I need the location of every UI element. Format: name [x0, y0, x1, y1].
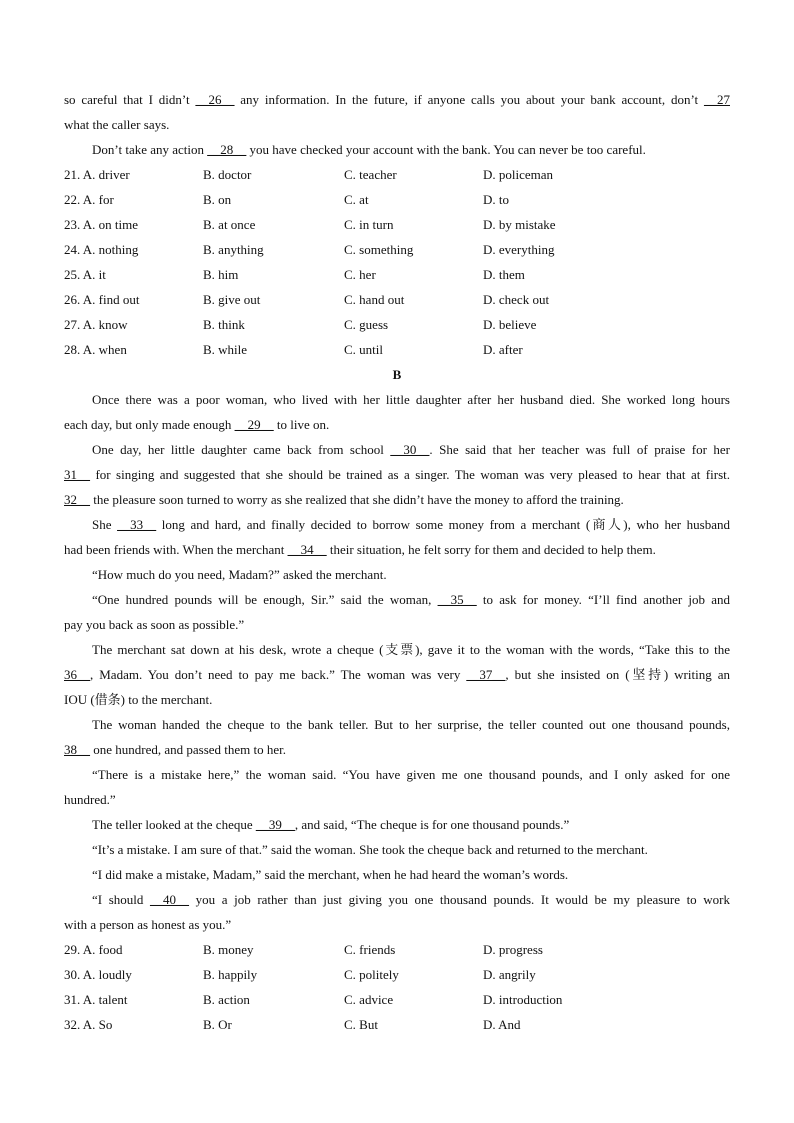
- text-run: One day, her little daughter came back from school: [92, 442, 391, 457]
- passage-b-line: [64, 737, 730, 762]
- option-b[interactable]: B. think: [203, 317, 245, 332]
- option-row-22: [64, 187, 730, 212]
- text-run: for singing and suggested that she should be trained as a singer. The woman was very pleased to hear that at first.: [90, 467, 730, 482]
- text-run: so careful that I didn’t: [64, 92, 196, 107]
- option-a[interactable]: 26. A. find out: [64, 292, 140, 307]
- text-run: you a job rather than just giving you one thousand pounds. It would be my pleasure to work: [189, 892, 730, 907]
- text-run: , but she insisted on (坚持) writing an: [505, 667, 730, 682]
- text-run: you have checked your account with the bank. You can never be too careful.: [246, 142, 646, 157]
- option-row-32: [64, 1012, 730, 1037]
- passage-b-line: pay you back as soon as possible.”: [64, 617, 245, 632]
- passage-b-line: [64, 412, 730, 437]
- blank-31: 31__: [64, 467, 90, 482]
- option-a[interactable]: 22. A. for: [64, 192, 114, 207]
- passage-b-line: Once there was a poor woman, who lived with her little daughter after her husband died. She worked long hours: [92, 392, 730, 407]
- section-b-title: B: [392, 367, 402, 382]
- option-c[interactable]: C. until: [344, 342, 384, 357]
- blank-36: 36__: [64, 667, 90, 682]
- text-run: one hundred, and passed them to her.: [90, 742, 287, 757]
- blank-28: __28__: [207, 142, 247, 157]
- passage-b-line: The merchant sat down at his desk, wrote a cheque (支票), gave it to the woman with the words, “Take this to the: [92, 642, 730, 657]
- text-run: , and said, “The cheque is for one thousand pounds.”: [294, 817, 570, 832]
- option-d[interactable]: D. introduction: [483, 992, 563, 1007]
- option-row-24: [64, 237, 730, 262]
- option-a[interactable]: 27. A. know: [64, 317, 128, 332]
- option-row-29: [64, 937, 730, 962]
- option-a[interactable]: 21. A. driver: [64, 167, 130, 182]
- option-c[interactable]: C. something: [344, 242, 414, 257]
- option-d[interactable]: D. everything: [483, 242, 555, 257]
- option-a[interactable]: 32. A. So: [64, 1017, 113, 1032]
- passage-b-line: hundred.”: [64, 792, 116, 807]
- option-a[interactable]: 24. A. nothing: [64, 242, 139, 257]
- text-run: each day, but only made enough: [64, 417, 235, 432]
- option-d[interactable]: D. policeman: [483, 167, 554, 182]
- option-d[interactable]: D. believe: [483, 317, 537, 332]
- option-b[interactable]: B. anything: [203, 242, 264, 257]
- option-b[interactable]: B. at once: [203, 217, 256, 232]
- option-a[interactable]: 29. A. food: [64, 942, 123, 957]
- blank-26: __26__: [195, 92, 235, 107]
- text-run: their situation, he felt sorry for them and decided to help them.: [326, 542, 656, 557]
- option-c[interactable]: C. her: [344, 267, 376, 282]
- passage-b-line: “I did make a mistake, Madam,” said the merchant, when he had heard the woman’s words.: [92, 867, 569, 882]
- blank-29: __29__: [234, 417, 274, 432]
- blank-30: __30__: [390, 442, 430, 457]
- text-run: long and hard, and finally decided to borrow some money from a merchant (商人), who her husband: [156, 517, 730, 532]
- passage-b-line: “It’s a mistake. I am sure of that.” said the woman. She took the cheque back and returned to the merchant.: [92, 842, 648, 857]
- passage-b-line: [64, 462, 730, 487]
- blank-37: __37__: [466, 667, 506, 682]
- option-row-26: [64, 287, 730, 312]
- option-b[interactable]: B. action: [203, 992, 250, 1007]
- option-c[interactable]: C. at: [344, 192, 369, 207]
- option-a[interactable]: 23. A. on time: [64, 217, 139, 232]
- passage-a-line: what the caller says.: [64, 117, 170, 132]
- option-d[interactable]: D. to: [483, 192, 509, 207]
- passage-b-line: [64, 537, 730, 562]
- option-d[interactable]: D. by mistake: [483, 217, 556, 232]
- passage-b-line: [64, 887, 730, 912]
- option-c[interactable]: C. in turn: [344, 217, 394, 232]
- passage-b-line: [64, 512, 730, 537]
- option-row-23: [64, 212, 730, 237]
- option-b[interactable]: B. on: [203, 192, 232, 207]
- option-b[interactable]: B. happily: [203, 967, 258, 982]
- option-row-25: [64, 262, 730, 287]
- option-b[interactable]: B. money: [203, 942, 254, 957]
- text-run: The teller looked at the cheque: [92, 817, 256, 832]
- option-row-21: [64, 162, 730, 187]
- text-run: , Madam. You don’t need to pay me back.” The woman was very: [90, 667, 467, 682]
- text-run: . She said that her teacher was full of praise for her: [429, 442, 730, 457]
- option-a[interactable]: 31. A. talent: [64, 992, 128, 1007]
- text-run: “One hundred pounds will be enough, Sir.” said the woman,: [92, 592, 438, 607]
- passage-a-line: [64, 87, 730, 112]
- text-run: to ask for money. “I’ll find another job and: [476, 592, 730, 607]
- option-row-28: [64, 337, 730, 362]
- option-d[interactable]: D. And: [483, 1017, 521, 1032]
- option-row-27: [64, 312, 730, 337]
- option-b[interactable]: B. Or: [203, 1017, 232, 1032]
- option-row-30: [64, 962, 730, 987]
- option-a[interactable]: 30. A. loudly: [64, 967, 132, 982]
- option-c[interactable]: C. advice: [344, 992, 394, 1007]
- option-c[interactable]: C. guess: [344, 317, 389, 332]
- passage-b-line: The woman handed the cheque to the bank teller. But to her surprise, the teller counted out one thousand pounds,: [92, 717, 730, 732]
- passage-b-line: [64, 437, 730, 462]
- passage-b-line: [64, 662, 730, 687]
- option-c[interactable]: C. hand out: [344, 292, 405, 307]
- text-run: She: [92, 517, 118, 532]
- option-d[interactable]: D. check out: [483, 292, 550, 307]
- option-c[interactable]: C. friends: [344, 942, 396, 957]
- option-d[interactable]: D. after: [483, 342, 523, 357]
- blank-38: 38__: [64, 742, 90, 757]
- option-b[interactable]: B. give out: [203, 292, 261, 307]
- text-run: any information. In the future, if anyone calls you about your bank account, don’t: [234, 92, 705, 107]
- blank-27: __27: [704, 92, 730, 107]
- passage-b-line: [64, 812, 730, 837]
- passage-b-line: “There is a mistake here,” the woman said. “You have given me one thousand pounds, and I only asked for one: [92, 767, 730, 782]
- option-d[interactable]: D. them: [483, 267, 525, 282]
- passage-a-line: [64, 137, 730, 162]
- option-b[interactable]: B. while: [203, 342, 248, 357]
- option-row-31: [64, 987, 730, 1012]
- option-c[interactable]: C. politely: [344, 967, 399, 982]
- blank-33: __33__: [117, 517, 157, 532]
- exam-page: [64, 87, 730, 1037]
- blank-35: __35__: [437, 592, 477, 607]
- text-run: Don’t take any action: [92, 142, 208, 157]
- blank-39: __39__: [255, 817, 295, 832]
- passage-b-line: “How much do you need, Madam?” asked the merchant.: [92, 567, 387, 582]
- passage-b-line: [64, 487, 730, 512]
- passage-b-line: [64, 587, 730, 612]
- text-run: “I should: [92, 892, 150, 907]
- blank-40: __40__: [150, 892, 189, 907]
- option-c[interactable]: C. teacher: [344, 167, 397, 182]
- passage-b-line: with a person as honest as you.”: [64, 917, 232, 932]
- blank-34: __34__: [287, 542, 327, 557]
- passage-b-line: IOU (借条) to the merchant.: [64, 692, 213, 707]
- option-a[interactable]: 28. A. when: [64, 342, 127, 357]
- option-b[interactable]: B. doctor: [203, 167, 252, 182]
- text-run: had been friends with. When the merchant: [64, 542, 288, 557]
- option-d[interactable]: D. progress: [483, 942, 543, 957]
- option-a[interactable]: 25. A. it: [64, 267, 106, 282]
- text-run: to live on.: [273, 417, 330, 432]
- option-c[interactable]: C. But: [344, 1017, 378, 1032]
- text-run: the pleasure soon turned to worry as she realized that she didn’t have the money to afford the training.: [90, 492, 624, 507]
- option-b[interactable]: B. him: [203, 267, 239, 282]
- blank-32: 32__: [64, 492, 90, 507]
- option-d[interactable]: D. angrily: [483, 967, 536, 982]
